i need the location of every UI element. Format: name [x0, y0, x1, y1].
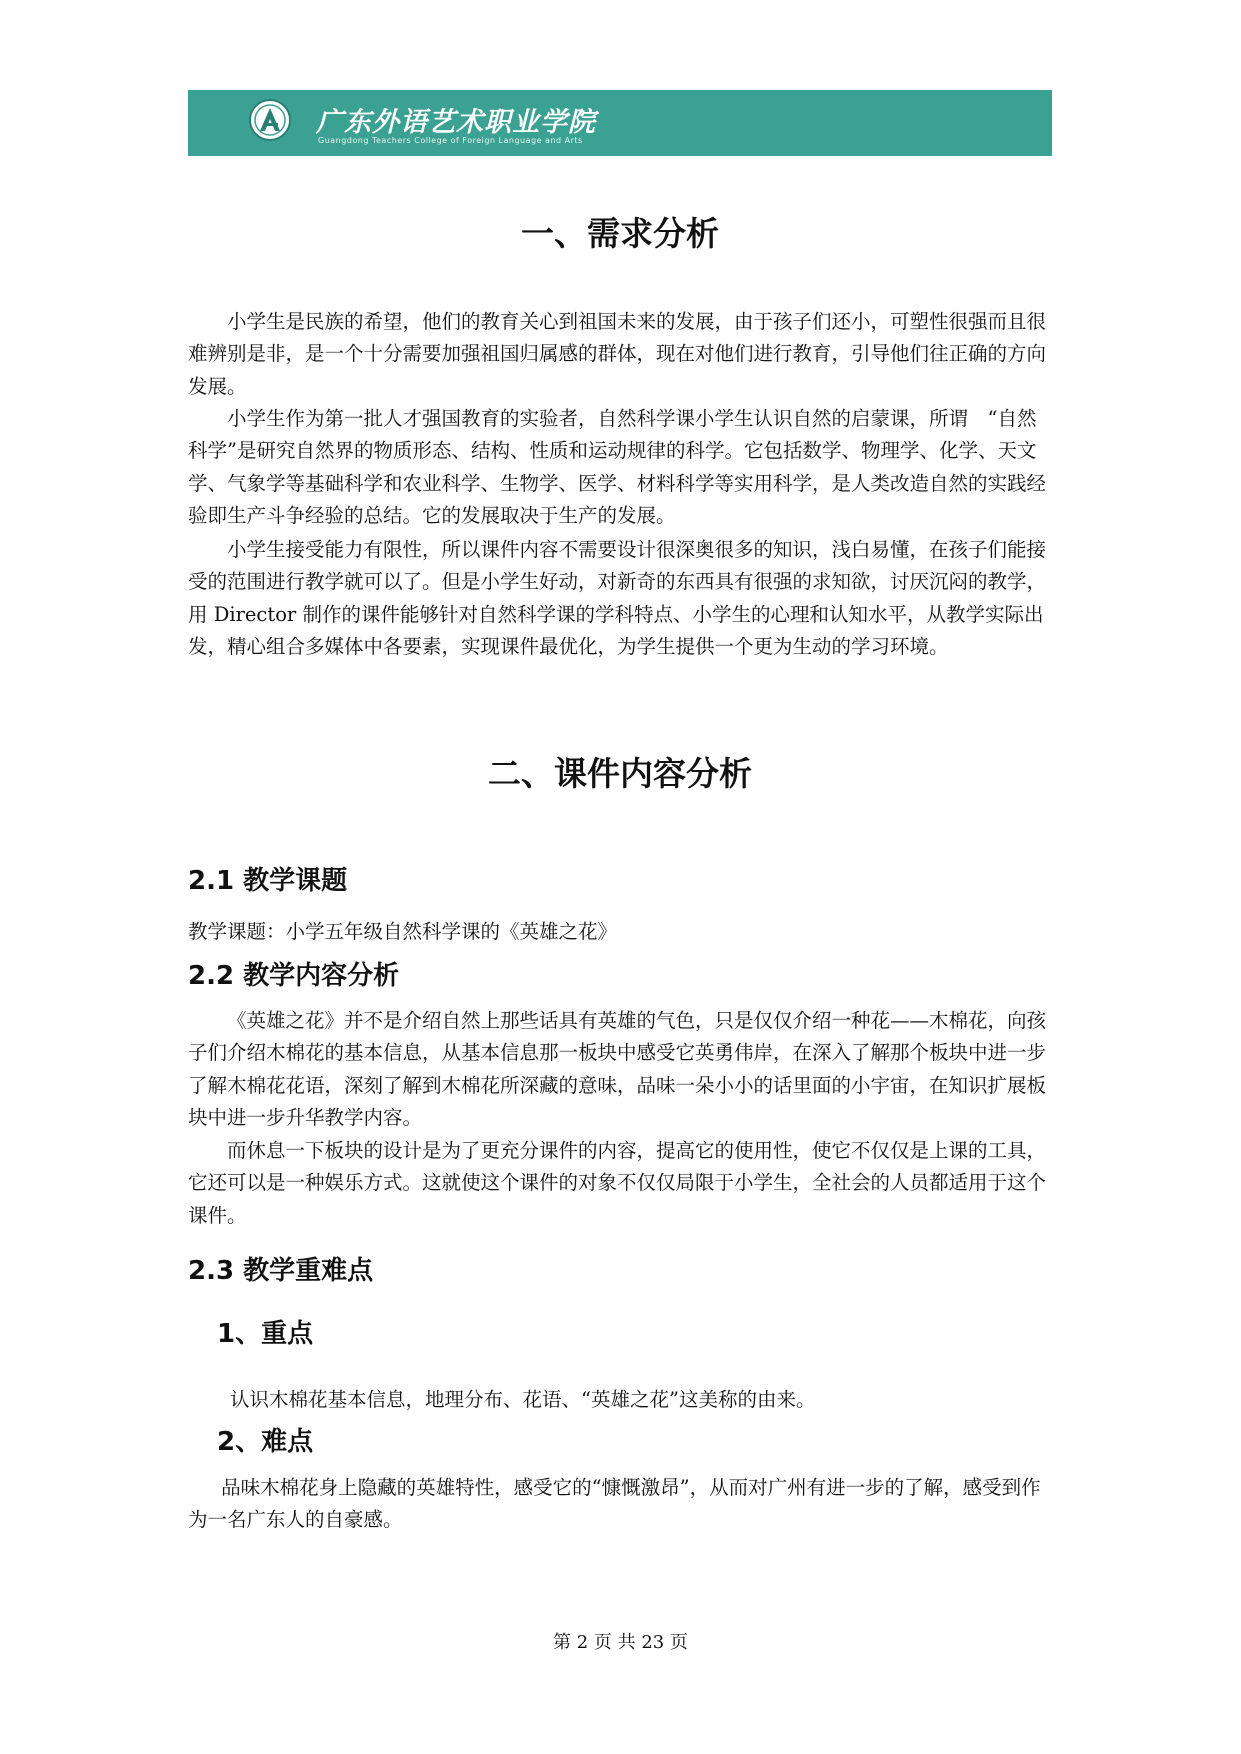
school-name-cn: 广东外语艺术职业学院 — [316, 107, 596, 138]
school-name-en: Guangdong Teachers College of Foreign Language and Arts — [318, 136, 583, 145]
key-points-heading: 1、重点 — [217, 1319, 314, 1349]
key-points-text: 认识木棉花基本信息，地理分布、花语、“英雄之花”这美称的由来。 — [230, 1388, 816, 1411]
header-banner — [188, 90, 1052, 156]
section1-title: 一、需求分析 — [521, 214, 719, 253]
school-logo-icon — [248, 98, 292, 142]
section1-paragraph-3: 小学生接受能力有限性，所以课件内容不需要设计很深奥很多的知识，浅白易懂，在孩子们能接受的范围进行教学就可以了。但是小学生好动，对新奇的东西具有很强的求知欲，讨厌沉闷的教学，用 Director 制作的课件能够针对自然科学课的学科特点、小学生的心理和认知水平，从教学实际出发，精心组合多媒体中各要素，实现课件最优化，为学生提供一个更为生动的学习环境。 — [188, 538, 1047, 659]
section1-paragraph-1: 小学生是民族的希望，他们的教育关心到祖国未来的发展，由于孩子们还小，可塑性很强而且很难辨别是非，是一个十分需要加强祖国归属感的群体，现在对他们进行教育，引导他们往正确的方向发展。 — [188, 310, 1047, 398]
subsection-2-2-paragraph-1: 《英雄之花》并不是介绍自然上那些话具有英雄的气色，只是仅仅介绍一种花——木棉花，向孩子们介绍木棉花的基本信息，从基本信息那一板块中感受它英勇伟岸，在深入了解那个板块中进一步了解木棉花花语，深刻了解到木棉花所深藏的意味，品味一朵小小的话里面的小宇宙，在知识扩展板块中进一步升华教学内容。 — [188, 1009, 1047, 1130]
page-number: 第 2 页 共 23 页 — [553, 1632, 688, 1653]
section1-paragraph-2: 小学生作为第一批人才强国教育的实验者，自然科学课小学生认识自然的启蒙课，所谓 “自然科学”是研究自然界的物质形态、结构、性质和运动规律的科学。它包括数学、物理学、化学、天文学、气象学等基础科学和农业科学、生物学、医学、材料科学等实用科学，是人类改造自然的实践经验即生产斗争经验的总结。它的发展取决于生产的发展。 — [188, 407, 1047, 528]
difficult-points-text: 品味木棉花身上隐藏的英雄特性，感受它的“慷慨激昂”，从而对广州有进一步的了解，感受到作为一名广东人的自豪感。 — [188, 1476, 1041, 1532]
subsection-2-3-heading: 2.3 教学重难点 — [188, 1256, 374, 1286]
subsection-2-1-text: 教学课题：小学五年级自然科学课的《英雄之花》 — [188, 920, 618, 943]
section2-title: 二、课件内容分析 — [488, 754, 752, 793]
subsection-2-2-heading: 2.2 教学内容分析 — [188, 961, 400, 991]
subsection-2-1-heading: 2.1 教学课题 — [188, 866, 348, 896]
difficult-points-heading: 2、难点 — [217, 1427, 314, 1457]
subsection-2-2-paragraph-2: 而休息一下板块的设计是为了更充分课件的内容，提高它的使用性，使它不仅仅是上课的工具，它还可以是一种娱乐方式。这就使这个课件的对象不仅仅局限于小学生，全社会的人员都适用于这个课件。 — [188, 1139, 1047, 1227]
